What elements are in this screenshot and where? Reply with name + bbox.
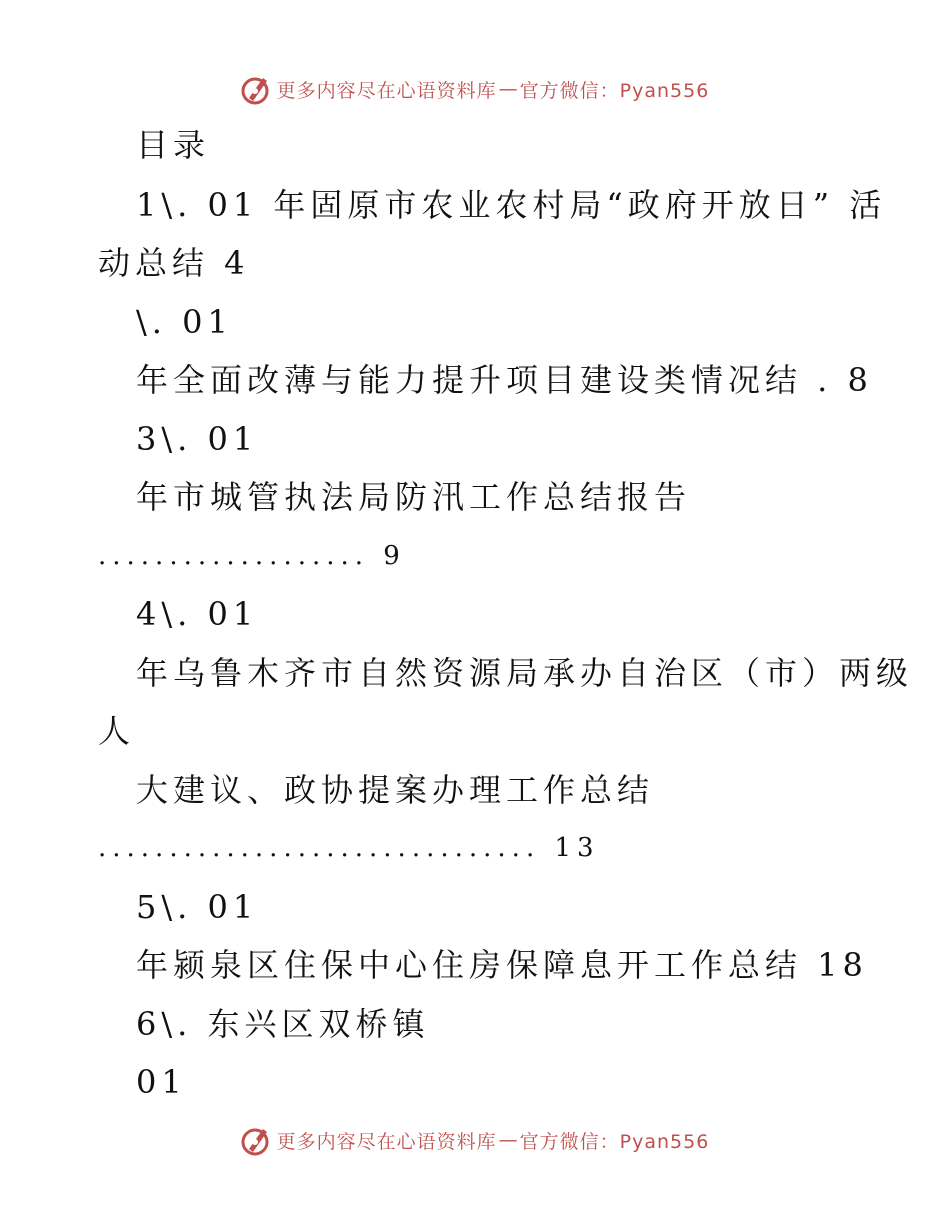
pen-logo-icon xyxy=(241,1123,271,1157)
toc-leader-dots: ............................... 13 xyxy=(98,833,600,863)
watermark-separator: — xyxy=(498,78,518,100)
watermark-text: 更多内容尽在心语资料库 xyxy=(276,1130,497,1153)
toc-line: 大建议、政协提案办理工作总结 xyxy=(136,771,655,809)
toc-title: 目录 xyxy=(136,126,211,164)
toc-line: 年颍泉区住保中心住房保障息开工作总结 18 xyxy=(136,946,868,984)
toc-line: 01 xyxy=(136,1063,187,1101)
toc-line: 1\. 01 年固原市农业农村局“政府开放日” 活 xyxy=(136,186,887,224)
toc-line: 年市城管执法局防汛工作总结报告 xyxy=(136,478,692,516)
watermark-separator: — xyxy=(498,1129,518,1151)
toc-line: 6\. 东兴区双桥镇 xyxy=(136,1005,430,1043)
toc-line: 人 xyxy=(98,712,136,750)
watermark-text: 更多内容尽在心语资料库 xyxy=(276,79,497,102)
pen-logo-icon xyxy=(241,72,271,106)
toc-line: 动总结 4 xyxy=(98,244,250,282)
toc-line: 5\. 01 xyxy=(136,888,259,926)
toc-line: 年乌鲁木齐市自然资源局承办自治区（市）两级 xyxy=(136,654,914,692)
toc-line: 年全面改薄与能力提升项目建设类情况结 . 8 xyxy=(136,361,873,399)
watermark-footer xyxy=(0,1123,950,1157)
toc-line: 4\. 01 xyxy=(136,595,259,633)
watermark-wechat: 官方微信：Pyan556 xyxy=(519,1130,710,1153)
watermark-wechat: 官方微信：Pyan556 xyxy=(519,79,710,102)
watermark-header xyxy=(0,72,950,106)
toc-leader-dots: ................... 9 xyxy=(98,541,406,571)
toc-line: \. 01 xyxy=(136,303,233,341)
toc-line: 3\. 01 xyxy=(136,420,259,458)
